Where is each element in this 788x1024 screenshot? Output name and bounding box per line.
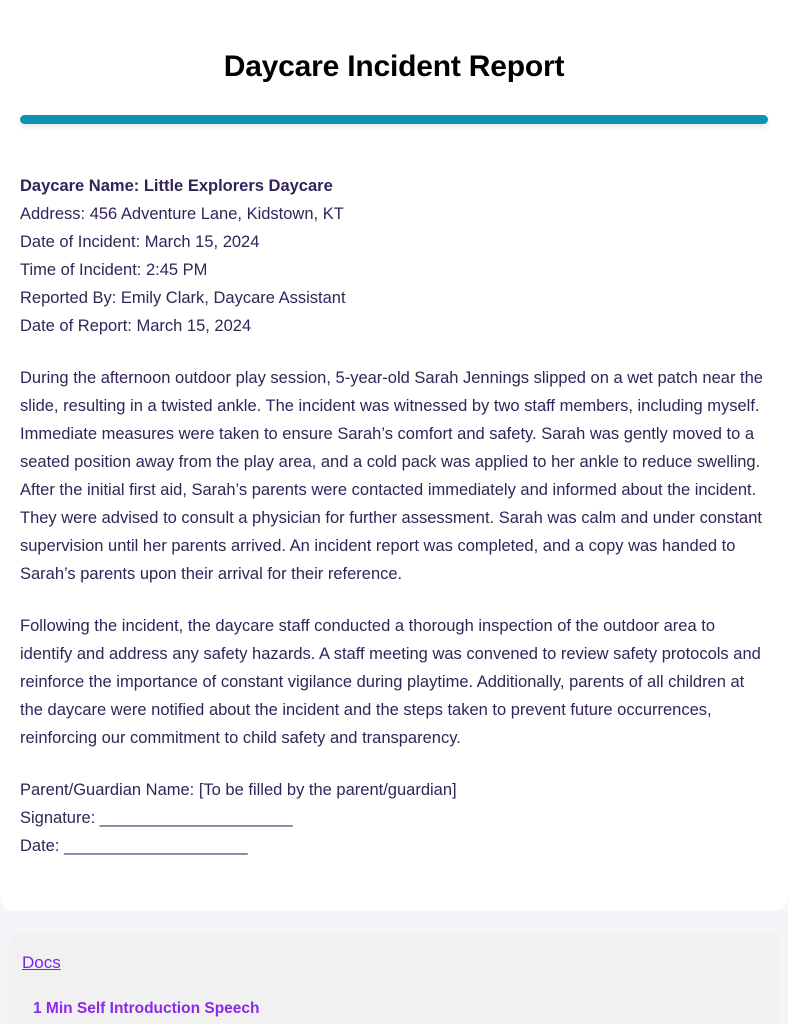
- footer-panel: [8, 932, 780, 1024]
- meta-daycare-name: Daycare Name: Little Explorers Daycare: [20, 177, 333, 195]
- docs-link[interactable]: Docs: [22, 953, 61, 972]
- list-item[interactable]: 1 Min Self Introduction Speech: [33, 1000, 260, 1017]
- incident-meta-block: [20, 172, 768, 340]
- narrative-paragraph-2: Following the incident, the daycare staff conducted a thorough inspection of the outdoor area to identify and address any safety hazards. A staff meeting was convened to review safety protocols and reinforce the importance of constant vigilance during playtime. Additionally, parents of all children at the daycare were notified about the incident and the steps taken to prevent future occurrences, reinforcing our commitment to child safety and transparency.: [20, 617, 761, 747]
- meta-time-of-incident: Time of Incident: 2:45 PM: [20, 261, 208, 279]
- meta-date-of-report: Date of Report: March 15, 2024: [20, 317, 252, 335]
- signature-block: [20, 776, 768, 860]
- page-title: Daycare Incident Report: [223, 50, 565, 83]
- document-body: [0, 124, 788, 860]
- title-divider: [0, 84, 788, 124]
- signature-date-line: Date: ____________________: [20, 837, 248, 855]
- meta-reported-by: Reported By: Emily Clark, Daycare Assistant: [20, 289, 346, 307]
- meta-date-of-incident: Date of Incident: March 15, 2024: [20, 233, 260, 251]
- meta-address: Address: 456 Adventure Lane, Kidstown, KT: [20, 205, 344, 223]
- signature-line: Signature: _____________________: [20, 809, 293, 827]
- narrative-paragraph-1: During the afternoon outdoor play session, 5-year-old Sarah Jennings slipped on a wet patch near the slide, resulting in a twisted ankle. The incident was witnessed by two staff members, including myself. Immediate measures were taken to ensure Sarah’s comfort and safety. Sarah was gently moved to a seated position away from the play area, and a cold pack was applied to her ankle to reduce swelling. After the initial first aid, Sarah’s parents were contacted immediately and informed about the incident. They were advised to consult a physician for further assessment. Sarah was calm and under constant supervision until her parents arrived. An incident report was completed, and a copy was handed to Sarah’s parents upon their arrival for their reference.: [20, 369, 763, 583]
- accent-bar: [20, 115, 768, 124]
- parent-guardian-name-line: Parent/Guardian Name: [To be filled by the parent/guardian]: [20, 781, 457, 799]
